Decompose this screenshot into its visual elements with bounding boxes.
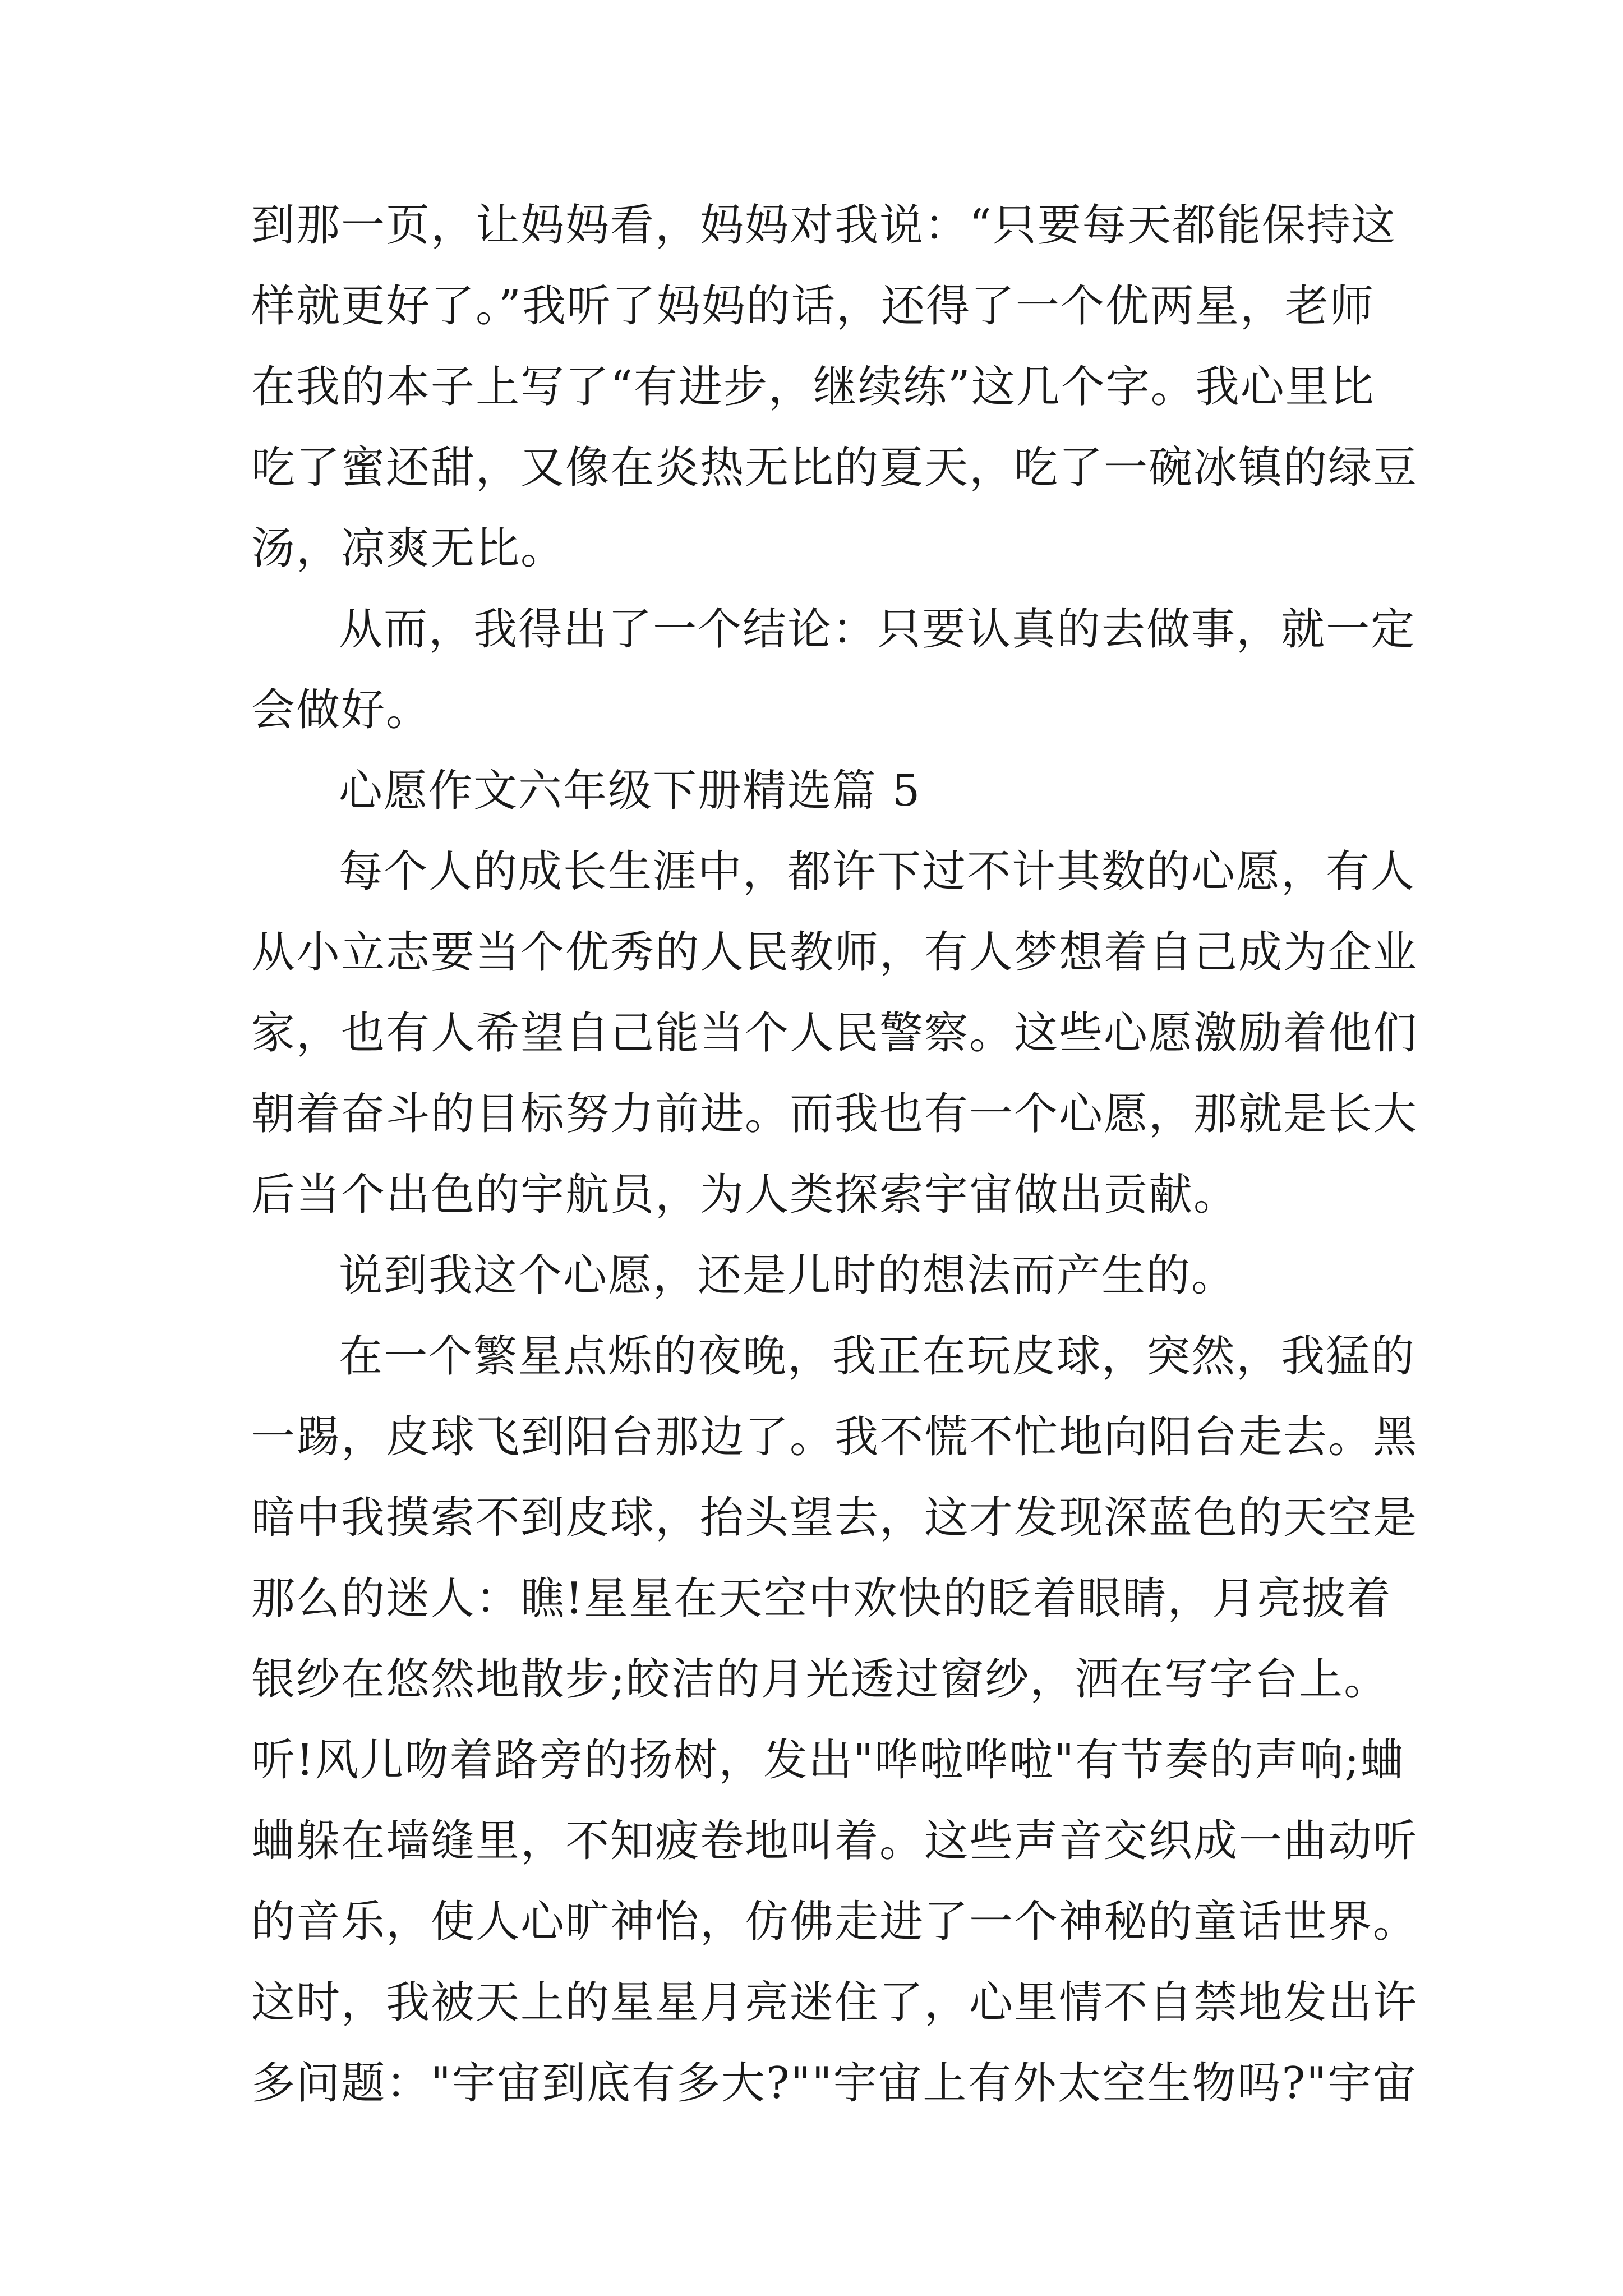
text-line: 从小立志要当个优秀的人民教师，有人梦想着自己成为企业: [251, 927, 1418, 978]
text-line: 说到我这个心愿，还是儿时的想法而产生的。: [339, 1250, 1237, 1301]
document-body: [251, 185, 1418, 2124]
text-line: 蛐躲在墙缝里，不知疲卷地叫着。这些声音交织成一曲动听: [251, 1816, 1418, 1866]
text-line: 一踢，皮球飞到阳台那边了。我不慌不忙地向阳台走去。黑: [251, 1412, 1418, 1462]
text-line: 后当个出色的宇航员，为人类探索宇宙做出贡献。: [251, 1170, 1239, 1220]
text-line: 样就更好了。”我听了妈妈的话，还得了一个优两星，老师: [251, 281, 1375, 332]
text-line: 家，也有人希望自己能当个人民警察。这些心愿激励着他们: [251, 1008, 1418, 1059]
text-line: 每个人的成长生涯中，都许下过不计其数的心愿，有人: [339, 846, 1416, 897]
text-line: 汤，凉爽无比。: [251, 523, 566, 574]
text-line: 吃了蜜还甜，又像在炎热无比的夏天，吃了一碗冰镇的绿豆: [251, 443, 1418, 493]
text-line: 多问题："宇宙到底有多大?""宇宙上有外太空生物吗?"宇宙: [251, 2058, 1418, 2109]
text-line: 在我的本子上写了“有进步，继续练”这几个字。我心里比: [251, 362, 1375, 412]
text-line: 在一个繁星点烁的夜晚，我正在玩皮球，突然，我猛的: [339, 1331, 1416, 1382]
paragraph-origin: [251, 1235, 1378, 1316]
text-line: 那么的迷人：瞧!星星在天空中欢快的眨着眼睛，月亮披着: [251, 1573, 1392, 1624]
paragraph-conclusion: [251, 589, 1416, 751]
text-line: 听!风儿吻着路旁的扬树，发出"哗啦哗啦"有节奏的声响;蛐: [251, 1735, 1405, 1786]
section-heading: [251, 751, 1378, 831]
paragraph-mom-praise: [251, 185, 1418, 589]
text-line: 从而，我得出了一个结论：只要认真的去做事，就一定: [339, 604, 1416, 655]
text-line: 到那一页，让妈妈看，妈妈对我说：“只要每天都能保持这: [251, 200, 1396, 251]
text-line: 朝着奋斗的目标努力前进。而我也有一个心愿，那就是长大: [251, 1089, 1418, 1139]
text-line: 暗中我摸索不到皮球，抬头望去，这才发现深蓝色的天空是: [251, 1493, 1418, 1543]
heading-text: 心愿作文六年级下册精选篇 5: [339, 766, 921, 816]
text-line: 这时，我被天上的星星月亮迷住了，心里情不自禁地发出许: [251, 1977, 1418, 2028]
paragraph-starry-night: [251, 1316, 1418, 2124]
text-line: 银纱在悠然地散步;皎洁的月光透过窗纱，洒在写字台上。: [251, 1654, 1389, 1705]
paragraph-wishes-intro: [251, 831, 1418, 1235]
text-line: 的音乐，使人心旷神怡，仿佛走进了一个神秘的童话世界。: [251, 1897, 1418, 1947]
text-line: 会做好。: [251, 685, 431, 735]
